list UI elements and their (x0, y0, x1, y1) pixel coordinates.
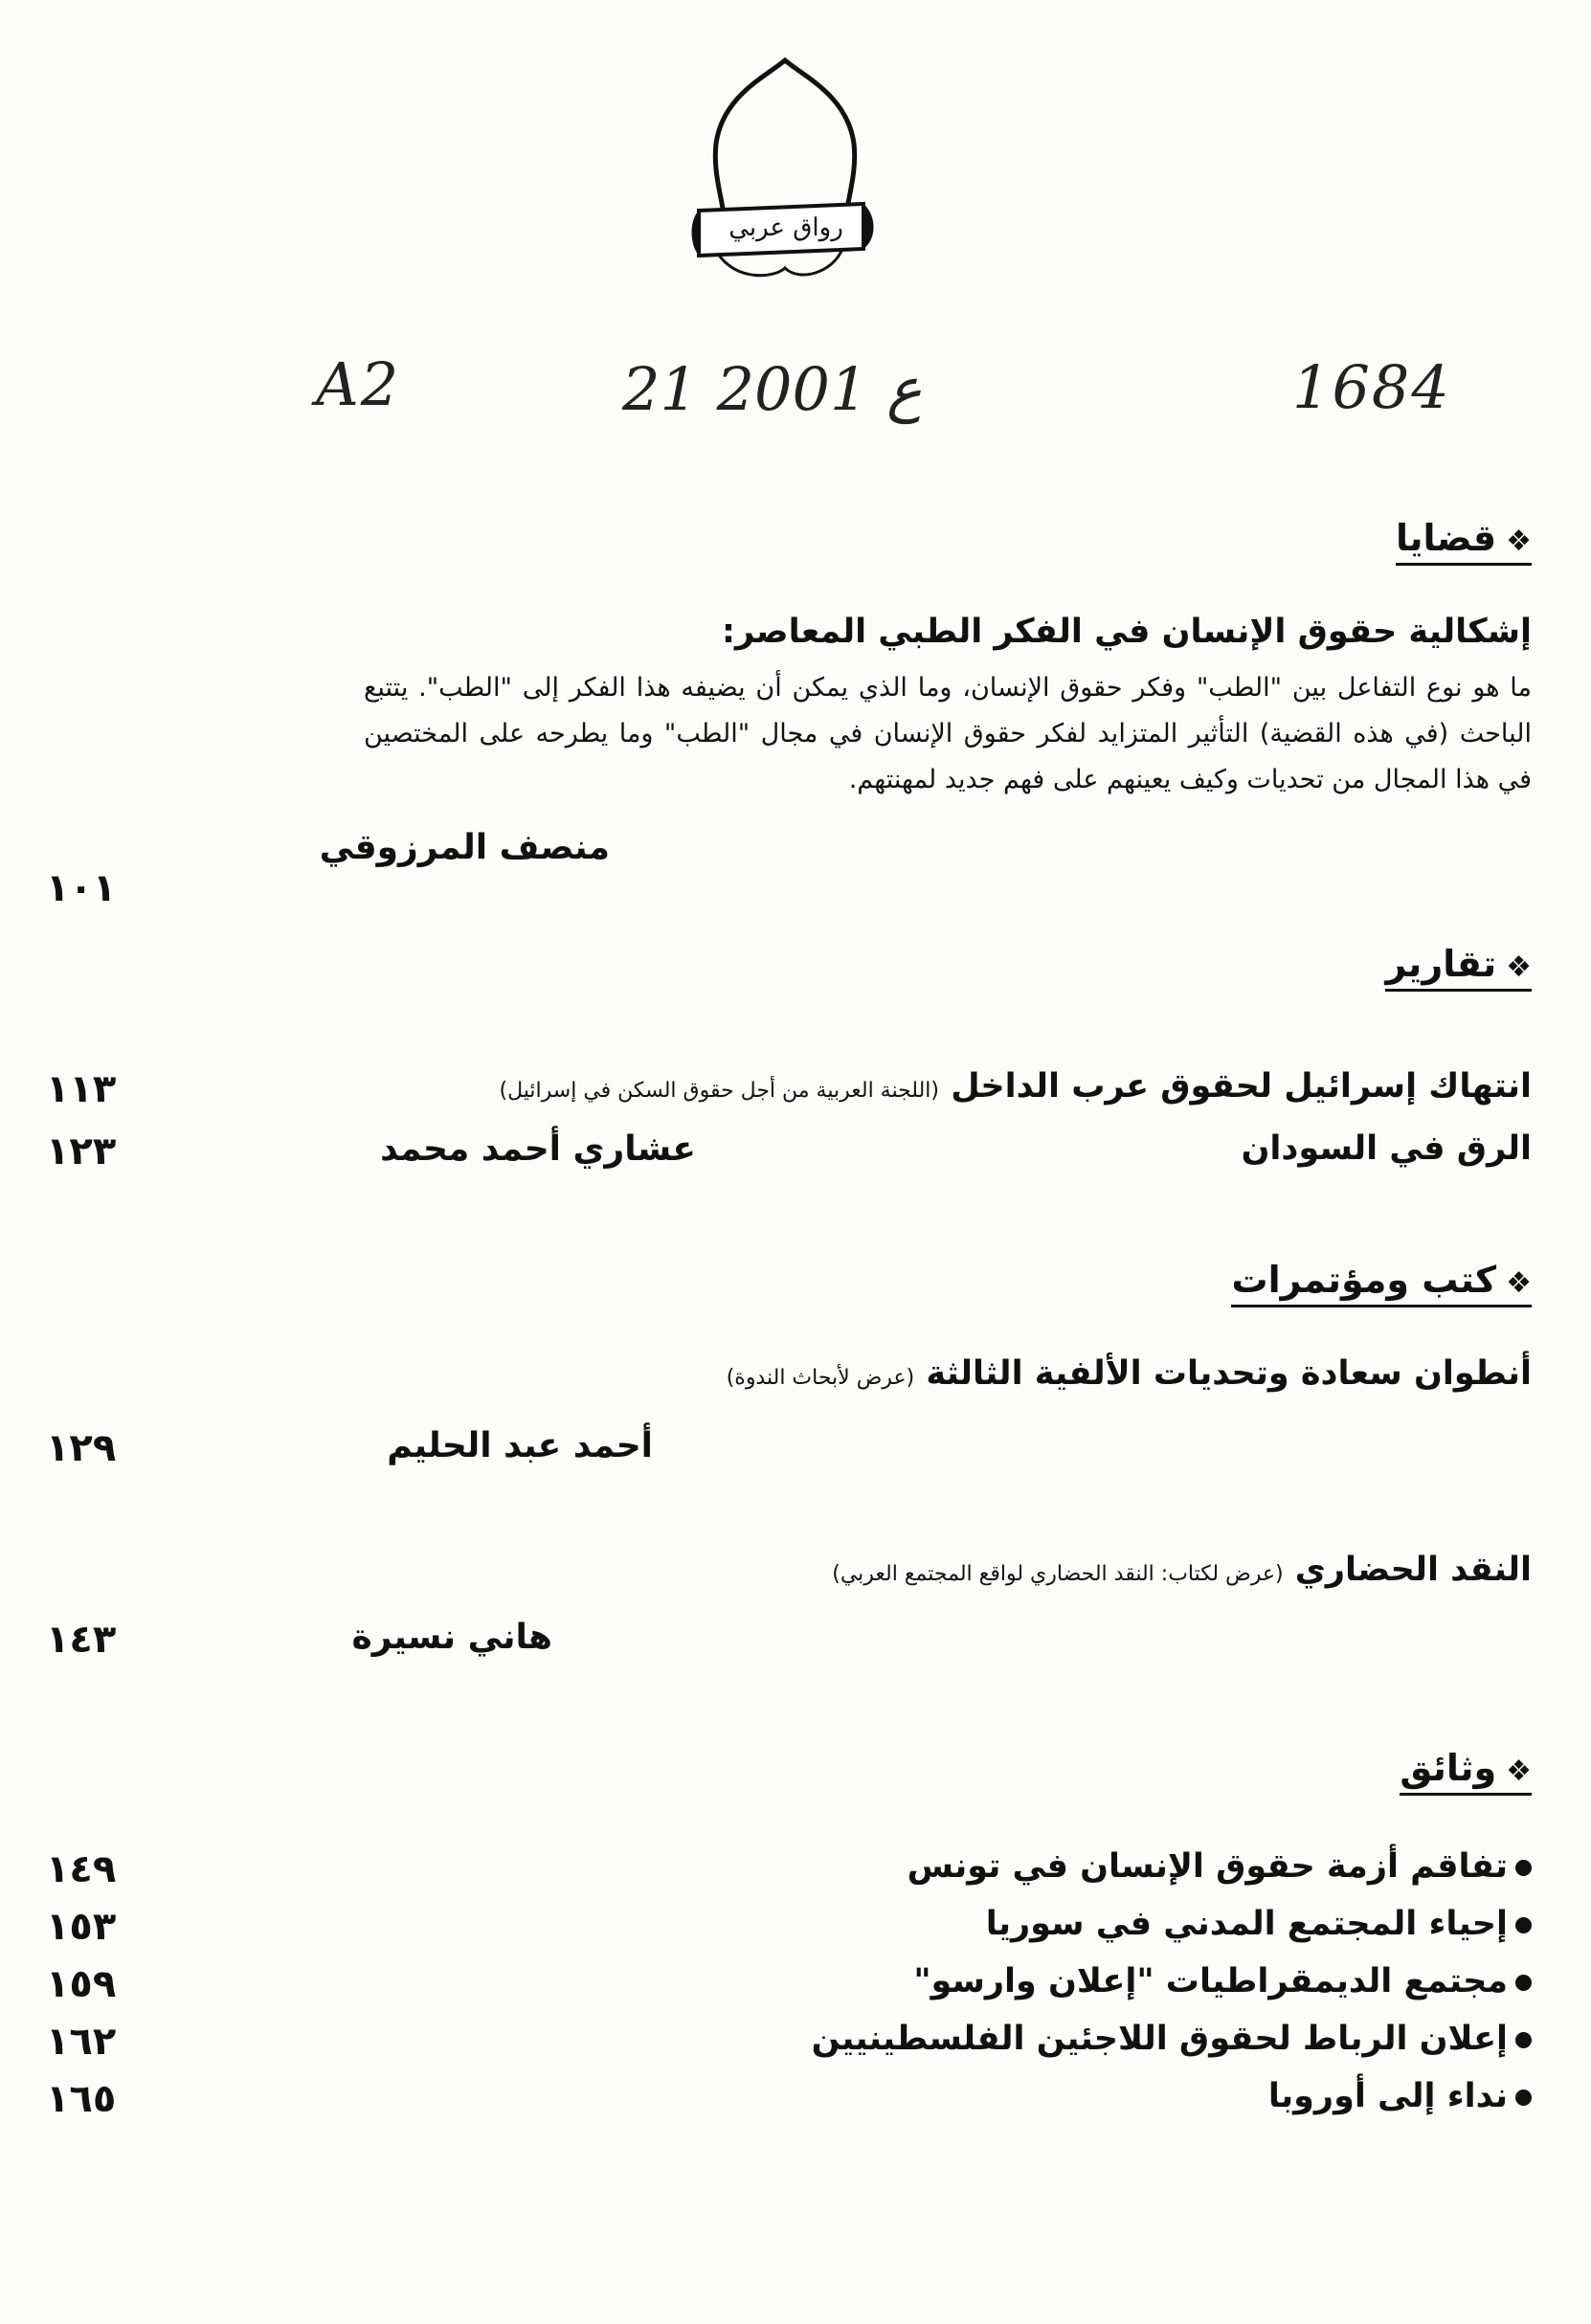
author-naqd-review: هاني نسيرة (351, 1618, 552, 1657)
page-number: ١٥٩ (46, 1962, 117, 2006)
book-note-saadeh: (عرض لأبحاث الندوة) (726, 1366, 915, 1390)
document-item: مجتمع الديمقراطيات "إعلان وارسو" (913, 1962, 1532, 2000)
diamond-bullet-icon: ❖ (1506, 525, 1532, 558)
document-item: تفاقم أزمة حقوق الإنسان في تونس (908, 1847, 1532, 1886)
journal-logo (689, 53, 881, 297)
section-heading-kutub: ❖كتب ومؤتمرات (1231, 1259, 1532, 1307)
diamond-bullet-icon: ❖ (1506, 950, 1532, 984)
report-title-sudan: الرق في السودان (1241, 1129, 1532, 1168)
page-number: ١٢٣ (46, 1129, 117, 1173)
diamond-bullet-icon: ❖ (1506, 1754, 1532, 1788)
handwritten-note-a: A2 (316, 349, 401, 419)
bullet-dot-icon (1515, 2089, 1532, 2106)
page-number: ١٢٩ (46, 1426, 117, 1470)
section-heading-qadaya: ❖قضايا (1396, 517, 1532, 566)
page-number: ١٦٥ (46, 2077, 117, 2121)
page-number: ١٥٣ (46, 1905, 117, 1949)
document-item: إحياء المجتمع المدني في سوريا (986, 1905, 1532, 1943)
page-number: ١٤٣ (46, 1618, 117, 1662)
bullet-dot-icon (1515, 1975, 1532, 1991)
section-heading-taqarir: ❖تقارير (1385, 943, 1532, 992)
author-sudan: عشاري أحمد محمد (380, 1129, 696, 1169)
page-number: ١٠١ (46, 866, 117, 910)
handwritten-note-b: 21 ع 2001 (622, 354, 923, 424)
bullet-dot-icon (1515, 2032, 1532, 2048)
bullet-dot-icon (1515, 1917, 1532, 1933)
book-note-naqd: (عرض لكتاب: النقد الحضاري لواقع المجتمع العربي) (832, 1562, 1284, 1586)
bullet-dot-icon (1515, 1860, 1532, 1876)
report-title-israel: انتهاك إسرائيل لحقوق عرب الداخل (اللجنة العربية من أجل حقوق السكن في إسرائيل) (499, 1067, 1532, 1106)
article-abstract: ما هو نوع التفاعل بين "الطب" وفكر حقوق الإنسان، وما الذي يمكن أن يضيفه هذا الفكر إلى "الطب". يتتبع الباحث (في هذه القضية) التأثير المتزايد لفكر حقوق الإنسان في مجال "الطب" وما يطرحه على المختصين في هذا المجال من تحديات وكيف يعينهم على فهم جديد لمهنتهم. (364, 673, 1532, 794)
section-heading-wathaiq: ❖وثائق (1400, 1747, 1532, 1796)
document-item: نداء إلى أوروبا (1268, 2077, 1532, 2115)
page-number: ١٦٢ (46, 2020, 117, 2064)
page-number: ١٤٩ (46, 1847, 117, 1891)
page-number: ١١٣ (46, 1067, 117, 1111)
article-title-qadaya: إشكالية حقوق الإنسان في الفكر الطبي المعاصر: (722, 613, 1532, 651)
author-qadaya: منصف المرزوقي (319, 828, 610, 867)
handwritten-note-c: 1684 (1292, 352, 1451, 422)
document-item: إعلان الرباط لحقوق اللاجئين الفلسطينيين (812, 2020, 1532, 2058)
book-title-saadeh: أنطوان سعادة وتحديات الألفية الثالثة (عرض لأبحاث الندوة) (726, 1354, 1532, 1393)
book-title-naqd: النقد الحضاري (عرض لكتاب: النقد الحضاري لواقع المجتمع العربي) (832, 1551, 1532, 1589)
author-saadeh-review: أحمد عبد الحليم (387, 1426, 653, 1465)
logo-text: رواق عربي (728, 213, 843, 242)
diamond-bullet-icon: ❖ (1506, 1266, 1532, 1300)
report-source-note: (اللجنة العربية من أجل حقوق السكن في إسرائيل) (499, 1079, 939, 1103)
